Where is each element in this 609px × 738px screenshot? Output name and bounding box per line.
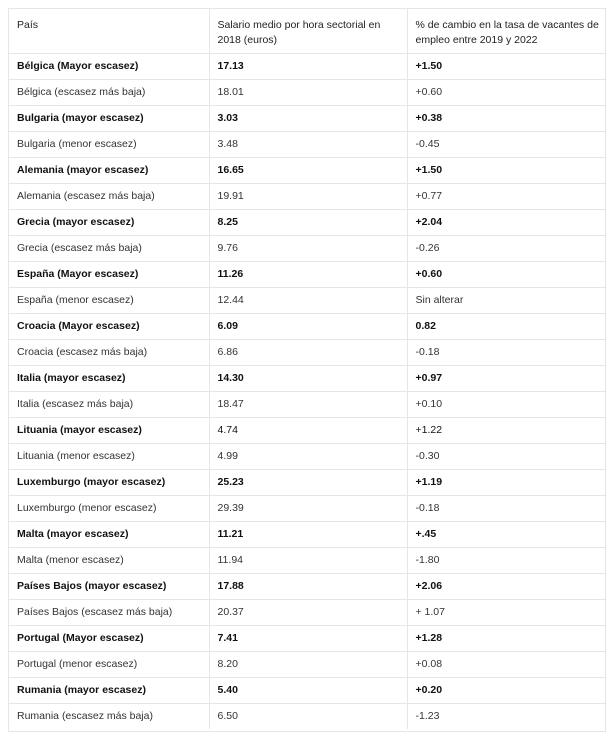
table-row [9, 547, 605, 573]
cell-country: Luxemburgo (menor escasez) [9, 495, 209, 521]
cell-hourly-wage: 6.50 [209, 703, 407, 729]
cell-country: Países Bajos (escasez más baja) [9, 599, 209, 625]
cell-vacancy-change: -0.18 [407, 495, 605, 521]
cell-vacancy-change: +2.06 [407, 573, 605, 599]
cell-vacancy-change: -1.80 [407, 547, 605, 573]
cell-hourly-wage: 3.48 [209, 131, 407, 157]
table-row [9, 79, 605, 105]
cell-hourly-wage: 11.26 [209, 261, 407, 287]
cell-vacancy-change: +.45 [407, 521, 605, 547]
cell-vacancy-change: +0.60 [407, 79, 605, 105]
cell-vacancy-change: -1.23 [415, 710, 440, 722]
cell-hourly-wage: 18.47 [209, 391, 407, 417]
table-row [9, 261, 605, 287]
table-row [9, 443, 605, 469]
cell-hourly-wage: 8.25 [209, 209, 407, 235]
cell-hourly-wage: 6.09 [209, 313, 407, 339]
table-header [9, 9, 605, 53]
table-row [9, 339, 605, 365]
cell-vacancy-change: -0.45 [407, 131, 605, 157]
cell-hourly-wage: 17.88 [209, 573, 407, 599]
table-row [9, 391, 605, 417]
cell-vacancy-change: +1.50 [407, 53, 605, 79]
cell-hourly-wage: 5.40 [209, 677, 407, 703]
table-row [9, 651, 605, 677]
cell-country: Bélgica (escasez más baja) [9, 79, 209, 105]
cell-vacancy-change: + 1.07 [407, 599, 605, 625]
cell-country: Rumania (mayor escasez) [9, 677, 209, 703]
cell-hourly-wage: 16.65 [209, 157, 407, 183]
cell-hourly-wage: 9.76 [209, 235, 407, 261]
header-country: País [9, 9, 209, 53]
cell-country: Croacia (Mayor escasez) [9, 313, 209, 339]
table-row [9, 183, 605, 209]
cell-vacancy-change: +1.28 [407, 625, 605, 651]
cell-vacancy-change: +0.08 [407, 651, 605, 677]
cell-hourly-wage: 8.20 [209, 651, 407, 677]
cell-vacancy-change: Sin alterar [407, 287, 605, 313]
cell-hourly-wage: 20.37 [209, 599, 407, 625]
table-row [9, 287, 605, 313]
cell-vacancy-change: +2.04 [407, 209, 605, 235]
cell-country: España (Mayor escasez) [9, 261, 209, 287]
cell-vacancy-change: +1.22 [407, 417, 605, 443]
data-table-container [8, 8, 606, 732]
cell-hourly-wage: 14.30 [209, 365, 407, 391]
cell-hourly-wage: 19.91 [209, 183, 407, 209]
cell-country: Lituania (mayor escasez) [9, 417, 209, 443]
cell-country: España (menor escasez) [9, 287, 209, 313]
cell-hourly-wage: 11.94 [209, 547, 407, 573]
cell-hourly-wage: 25.23 [209, 469, 407, 495]
cell-hourly-wage: 3.03 [209, 105, 407, 131]
cell-hourly-wage: 17.13 [209, 53, 407, 79]
cell-country: Alemania (escasez más baja) [9, 183, 209, 209]
table-row [9, 53, 605, 79]
cell-hourly-wage: 29.39 [209, 495, 407, 521]
table-row [9, 573, 605, 599]
cell-hourly-wage: 4.74 [209, 417, 407, 443]
cell-hourly-wage: 4.99 [209, 443, 407, 469]
table-row [9, 235, 605, 261]
cell-hourly-wage: 7.41 [209, 625, 407, 651]
cell-vacancy-change: +0.97 [407, 365, 605, 391]
cell-vacancy-change: +0.60 [407, 261, 605, 287]
table-row [9, 417, 605, 443]
cell-country: Lituania (menor escasez) [9, 443, 209, 469]
cell-vacancy-change: -0.30 [407, 443, 605, 469]
table-row [9, 105, 605, 131]
cell-hourly-wage: 12.44 [209, 287, 407, 313]
cell-country: Malta (mayor escasez) [9, 521, 209, 547]
header-vacancy-change: % de cambio en la tasa de vacantes de empleo entre 2019 y 2022 [407, 9, 605, 53]
header-row [9, 9, 605, 53]
cell-hourly-wage: 6.86 [209, 339, 407, 365]
table-row [9, 599, 605, 625]
data-table [9, 9, 605, 729]
cell-vacancy-change: +0.20 [407, 677, 605, 703]
cell-hourly-wage: 18.01 [209, 79, 407, 105]
cell-country: Bulgaria (mayor escasez) [9, 105, 209, 131]
cell-country: Luxemburgo (mayor escasez) [9, 469, 209, 495]
cell-vacancy-change: -0.18 [407, 339, 605, 365]
cell-country: Grecia (escasez más baja) [9, 235, 209, 261]
cell-vacancy-change: 0.82 [407, 313, 605, 339]
cell-hourly-wage: 11.21 [209, 521, 407, 547]
cell-vacancy-change: -0.26 [407, 235, 605, 261]
table-row [9, 677, 605, 703]
cell-country: Países Bajos (mayor escasez) [9, 573, 209, 599]
cell-country: Bélgica (Mayor escasez) [9, 53, 209, 79]
header-hourly-wage: Salario medio por hora sectorial en 2018 (euros) [209, 9, 407, 53]
cell-country: Croacia (escasez más baja) [9, 339, 209, 365]
table-row [9, 495, 605, 521]
cell-country: Malta (menor escasez) [9, 547, 209, 573]
cell-vacancy-change: +1.50 [407, 157, 605, 183]
table-row [9, 209, 605, 235]
table-row [9, 469, 605, 495]
table-row [9, 521, 605, 547]
cell-country: Portugal (menor escasez) [9, 651, 209, 677]
table-row [9, 365, 605, 391]
cell-vacancy-change: +1.19 [407, 469, 605, 495]
table-row [9, 157, 605, 183]
table-row [9, 703, 605, 729]
cell-vacancy-change: +0.10 [407, 391, 605, 417]
cell-country: Italia (mayor escasez) [9, 365, 209, 391]
table-row [9, 131, 605, 157]
cell-vacancy-change: +0.77 [407, 183, 605, 209]
table-body [9, 53, 605, 729]
cell-country: Portugal (Mayor escasez) [9, 625, 209, 651]
table-row [9, 313, 605, 339]
cell-country: Bulgaria (menor escasez) [9, 131, 209, 157]
cell-country: Rumania (escasez más baja) [9, 703, 209, 729]
cell-vacancy-change: +0.38 [407, 105, 605, 131]
cell-country: Italia (escasez más baja) [9, 391, 209, 417]
table-row [9, 625, 605, 651]
cell-country: Grecia (mayor escasez) [9, 209, 209, 235]
cell-country: Alemania (mayor escasez) [9, 157, 209, 183]
